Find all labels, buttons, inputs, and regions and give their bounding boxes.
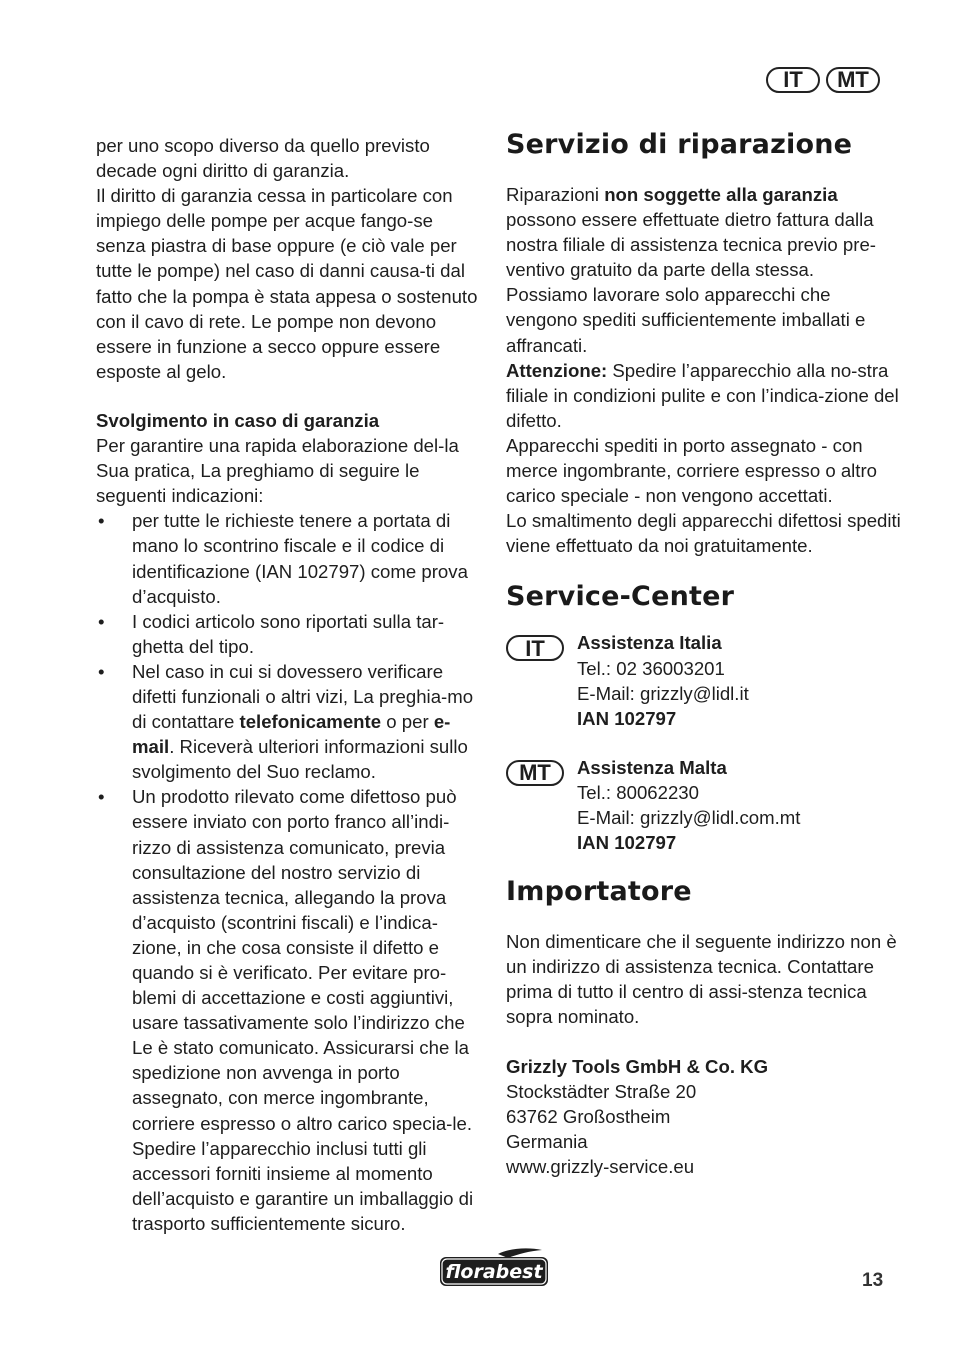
country-badge-mt: MT — [506, 760, 564, 786]
importer-note: Non dimenticare che il seguente indirizzo non è un indirizzo di assistenza tecnica. Contattare prima di tutto il centro di assi-stenza tecnica sopra nominato. — [506, 931, 897, 1028]
phone-emphasis: telefonicamente — [239, 711, 382, 733]
service-email: E-Mail: grizzly@lidl.it — [577, 682, 749, 704]
intro-paragraph-1: per uno scopo diverso da quello previsto decade ogni diritto di garanzia. — [96, 135, 430, 182]
service-phone: Tel.: 80062230 — [577, 781, 699, 803]
page-number: 13 — [862, 1270, 884, 1291]
importer-street: Stockstädter Straße 20 — [506, 1080, 697, 1102]
service-email: E-Mail: grizzly@lidl.com.mt — [577, 806, 801, 828]
repair-paragraph-4: Apparecchi spediti in porto assegnato - con merce ingombrante, corriere espresso o altro carico speciale - non vengono accettati. — [506, 434, 878, 507]
service-center-heading: Service-Center — [506, 581, 735, 613]
intro-paragraph-2: Il diritto di garanzia cessa in particolare con impiego delle pompe per acque fango-se senza piastra di base oppure (e ciò vale per tutte le pompe) nel caso di danni causa-ti dal fatto che la pompa è stata appesa o sostenuto con il cavo di rete. Le pompe non devono essere in funzione a secco oppure essere esposte al gelo. — [96, 185, 478, 382]
email-emphasis: e-mail — [132, 711, 451, 758]
list-item: • Nel caso in cui si dovessero verificare difetti funzionali o altri vizi, La preghia-mo di contattare telefonicamente o per e-mail. Riceverà ulteriori informazioni sullo svolgimento del Suo reclamo. — [96, 659, 484, 784]
list-item: • Un prodotto rilevato come difettoso può essere inviato con porto franco all’indi-rizzo di assistenza comunicato, previa consultazione del nostro servizio di assistenza tecnica, allegando la prova d’acquisto (scontrini fiscali) e l’indica-zione, in che cosa consiste il difetto e quando si è verificato. Per evitare pro-blemi di accettazione e costi aggiuntivi, usare tassativamente solo l’indirizzo che Le è stato comunicato. Assicurarsi che la spedizione non avvenga in porto assegnato, con merce ingombrante, corriere espresso o altro carico specia-le. Spedire l’apparecchio inclusi tutti gli accessori forniti insieme al momento dell’acquisto e garantire un imballaggio di trasporto sufficientemente sicuro. — [96, 784, 484, 1236]
right-column — [506, 128, 901, 1179]
warranty-list — [96, 508, 484, 1236]
service-entry-italy — [506, 630, 901, 730]
warranty-intro: Per garantire una rapida elaborazione del-la Sua pratica, La preghiamo di seguire le seguenti indicazioni: — [96, 435, 459, 507]
list-item: • per tutte le richieste tenere a portata di mano lo scontrino fiscale e il codice di identificazione (IAN 102797) come prova d’acquisto. — [96, 508, 484, 608]
service-phone: Tel.: 02 36003201 — [577, 657, 725, 679]
list-item: • I codici articolo sono riportati sulla tar-ghetta del tipo. — [96, 609, 484, 659]
language-tabs — [766, 67, 880, 93]
country-badge-it: IT — [506, 635, 564, 661]
importer-city: 63762 Großostheim — [506, 1105, 671, 1127]
service-entry-malta — [506, 755, 901, 855]
service-title: Assistenza Italia — [577, 632, 722, 654]
warranty-heading: Svolgimento in caso di garanzia — [96, 409, 380, 431]
repair-attention: Attenzione: Spedire l’apparecchio alla no-stra filiale in condizioni pulite e con l’indica-zione del difetto. — [506, 359, 899, 431]
repair-paragraph-1: Riparazioni non soggette alla garanzia possono essere effettuate dietro fattura dalla nostra filiale di assistenza tecnica previo pre-ventivo gratuito da parte della stessa. — [506, 184, 876, 281]
importer-website: www.grizzly-service.eu — [506, 1155, 695, 1177]
lang-tab-mt: MT — [826, 67, 880, 93]
importer-heading: Importatore — [506, 876, 692, 908]
left-column — [96, 133, 484, 1236]
importer-country: Germania — [506, 1130, 588, 1152]
repair-paragraph-5: Lo smaltimento degli apparecchi difettosi spediti viene effettuato da noi gratuitamente. — [506, 510, 901, 557]
importer-company: Grizzly Tools GmbH & Co. KG — [506, 1055, 769, 1077]
repair-paragraph-2: Possiamo lavorare solo apparecchi che vengono spediti sufficientemente imballati e affrancati. — [506, 284, 866, 356]
lang-tab-it: IT — [766, 67, 820, 93]
repair-heading: Servizio di riparazione — [506, 129, 853, 160]
florabest-logo — [438, 1248, 550, 1288]
service-ian: IAN 102797 — [577, 707, 677, 729]
brand-text: florabest — [445, 1261, 543, 1283]
service-ian: IAN 102797 — [577, 832, 677, 854]
service-title: Assistenza Malta — [577, 756, 727, 778]
